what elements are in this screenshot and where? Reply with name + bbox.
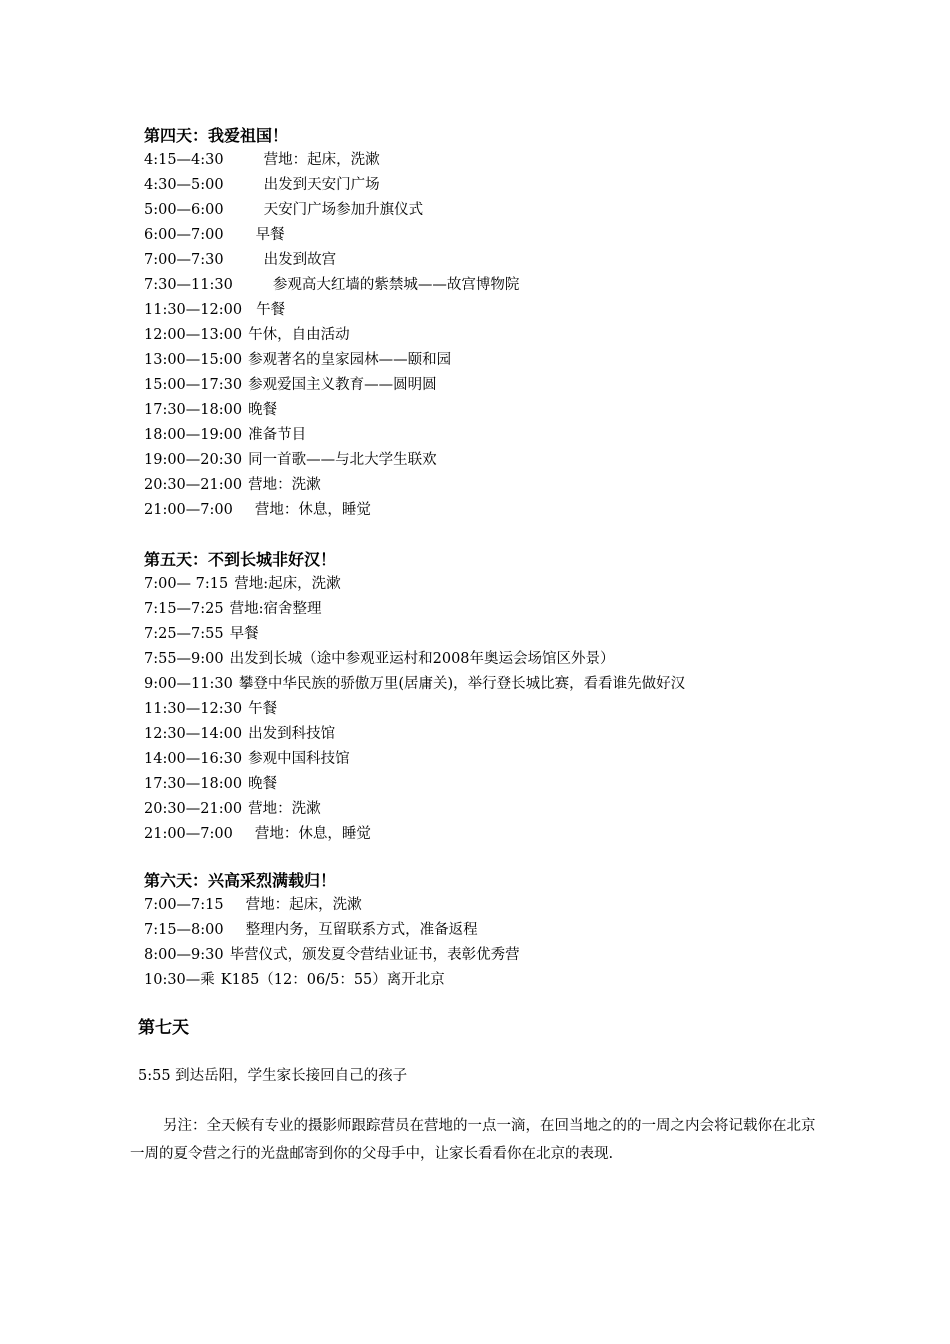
schedule-activity: 整理内务，互留联系方式，准备返程 — [245, 922, 478, 938]
schedule-activity: 准备节目 — [248, 427, 307, 443]
schedule-row — [144, 473, 519, 498]
schedule-activity: 营地：洗漱 — [248, 477, 321, 493]
day5-schedule — [144, 572, 685, 847]
day6-schedule — [144, 893, 520, 993]
schedule-time: 7:00—7:30 — [144, 252, 224, 268]
schedule-activity: 营地:宿舍整理 — [229, 601, 322, 617]
schedule-row — [144, 893, 520, 918]
day5-heading: 第五天：不到长城非好汉！ — [144, 550, 337, 569]
schedule-activity: 出发到科技馆 — [248, 726, 336, 742]
schedule-time: 19:00—20:30 — [144, 452, 243, 468]
schedule-activity: 同一首歌——与北大学生联欢 — [248, 452, 437, 468]
schedule-activity: 出发到长城（途中参观亚运村和2008年奥运会场馆区外景） — [229, 651, 615, 667]
schedule-activity: 午餐 — [248, 701, 278, 717]
schedule-row — [144, 448, 519, 473]
schedule-row — [144, 348, 519, 373]
schedule-row — [144, 248, 519, 273]
schedule-time: 20:30—21:00 — [144, 477, 243, 493]
schedule-activity: 午休，自由活动 — [248, 327, 350, 343]
schedule-activity: 参观中国科技馆 — [248, 751, 350, 767]
schedule-row — [144, 323, 519, 348]
schedule-activity: K185（12：06/5：55）离开北京 — [220, 972, 445, 988]
note-paragraph: 另注：全天候有专业的摄影师跟踪营员在营地的一点一滴，在回当地之的的一周之内会将记载你在北京一周的夏令营之行的光盘邮寄到你的父母手中，让家长看看你在北京的表现. — [130, 1118, 816, 1162]
schedule-activity: 毕营仪式，颁发夏令营结业证书，表彰优秀营 — [229, 947, 520, 963]
schedule-activity: 营地：休息，睡觉 — [254, 826, 371, 842]
schedule-row — [144, 198, 519, 223]
day7-arrival-line: 5:55 到达岳阳，学生家长接回自己的孩子 — [138, 1068, 408, 1084]
schedule-row — [144, 722, 685, 747]
schedule-time: 11:30—12:00 — [144, 302, 243, 318]
schedule-row — [144, 622, 685, 647]
schedule-row — [144, 647, 685, 672]
schedule-time: 18:00—19:00 — [144, 427, 243, 443]
schedule-time: 20:30—21:00 — [144, 801, 243, 817]
schedule-activity: 营地：起床，洗漱 — [245, 897, 362, 913]
schedule-time: 6:00—7:00 — [144, 227, 224, 243]
schedule-activity: 营地：休息，睡觉 — [254, 502, 371, 518]
schedule-time: 13:00—15:00 — [144, 352, 243, 368]
schedule-time: 14:00—16:30 — [144, 751, 243, 767]
schedule-activity: 营地:起床，洗漱 — [234, 576, 341, 592]
schedule-row — [144, 498, 519, 523]
schedule-time: 7:15—7:25 — [144, 601, 224, 617]
schedule-activity: 攀登中华民族的骄傲万里(居庸关)，举行登长城比赛，看看谁先做好汉 — [238, 676, 686, 692]
schedule-activity: 早餐 — [255, 227, 285, 243]
schedule-row — [144, 298, 519, 323]
schedule-time: 7:00— 7:15 — [144, 576, 229, 592]
schedule-activity: 晚餐 — [248, 402, 278, 418]
day6-heading: 第六天：兴高采烈满载归！ — [144, 871, 337, 890]
schedule-time: 7:55—9:00 — [144, 651, 224, 667]
schedule-row — [144, 173, 519, 198]
schedule-row — [144, 423, 519, 448]
schedule-activity: 营地：洗漱 — [248, 801, 321, 817]
schedule-row — [144, 968, 520, 993]
schedule-activity: 午餐 — [256, 302, 286, 318]
schedule-row — [144, 672, 685, 697]
day4-schedule — [144, 148, 519, 523]
schedule-time: 7:25—7:55 — [144, 626, 224, 642]
schedule-time: 5:00—6:00 — [144, 202, 224, 218]
schedule-time: 7:00—7:15 — [144, 897, 224, 913]
day6-section — [144, 868, 520, 993]
schedule-time: 7:15—8:00 — [144, 922, 224, 938]
schedule-row — [144, 918, 520, 943]
day5-section — [144, 547, 685, 847]
schedule-activity: 营地：起床，洗漱 — [263, 152, 380, 168]
schedule-time: 15:00—17:30 — [144, 377, 243, 393]
schedule-activity: 早餐 — [229, 626, 259, 642]
schedule-time: 21:00—7:00 — [144, 826, 233, 842]
schedule-row — [144, 273, 519, 298]
day7-heading: 第七天 — [138, 1018, 189, 1038]
schedule-row — [144, 373, 519, 398]
schedule-row — [144, 943, 520, 968]
schedule-activity: 天安门广场参加升旗仪式 — [263, 202, 424, 218]
schedule-time: 21:00—7:00 — [144, 502, 233, 518]
schedule-activity: 参观高大红墙的紫禁城——故宫博物院 — [272, 277, 520, 293]
schedule-time: 17:30—18:00 — [144, 776, 243, 792]
schedule-time: 9:00—11:30 — [144, 676, 233, 692]
schedule-row — [144, 597, 685, 622]
schedule-time: 4:30—5:00 — [144, 177, 224, 193]
schedule-row — [144, 572, 685, 597]
schedule-row — [144, 772, 685, 797]
schedule-row — [144, 398, 519, 423]
schedule-activity: 出发到天安门广场 — [263, 177, 380, 193]
schedule-time: 10:30—乘 — [144, 972, 215, 988]
schedule-time: 4:15—4:30 — [144, 152, 224, 168]
schedule-activity: 参观爱国主义教育——圆明圆 — [248, 377, 437, 393]
schedule-time: 7:30—11:30 — [144, 277, 233, 293]
schedule-row — [144, 797, 685, 822]
schedule-row — [144, 223, 519, 248]
schedule-activity: 出发到故宫 — [263, 252, 337, 268]
day4-section — [144, 123, 519, 523]
schedule-row — [144, 148, 519, 173]
schedule-row — [144, 697, 685, 722]
schedule-time: 8:00—9:30 — [144, 947, 224, 963]
schedule-time: 12:00—13:00 — [144, 327, 243, 343]
schedule-time: 11:30—12:30 — [144, 701, 243, 717]
schedule-activity: 参观著名的皇家园林——颐和园 — [248, 352, 452, 368]
schedule-time: 17:30—18:00 — [144, 402, 243, 418]
schedule-activity: 晚餐 — [248, 776, 278, 792]
schedule-row — [144, 747, 685, 772]
schedule-row — [144, 822, 685, 847]
schedule-time: 12:30—14:00 — [144, 726, 243, 742]
day4-heading: 第四天：我爱祖国！ — [144, 126, 289, 145]
